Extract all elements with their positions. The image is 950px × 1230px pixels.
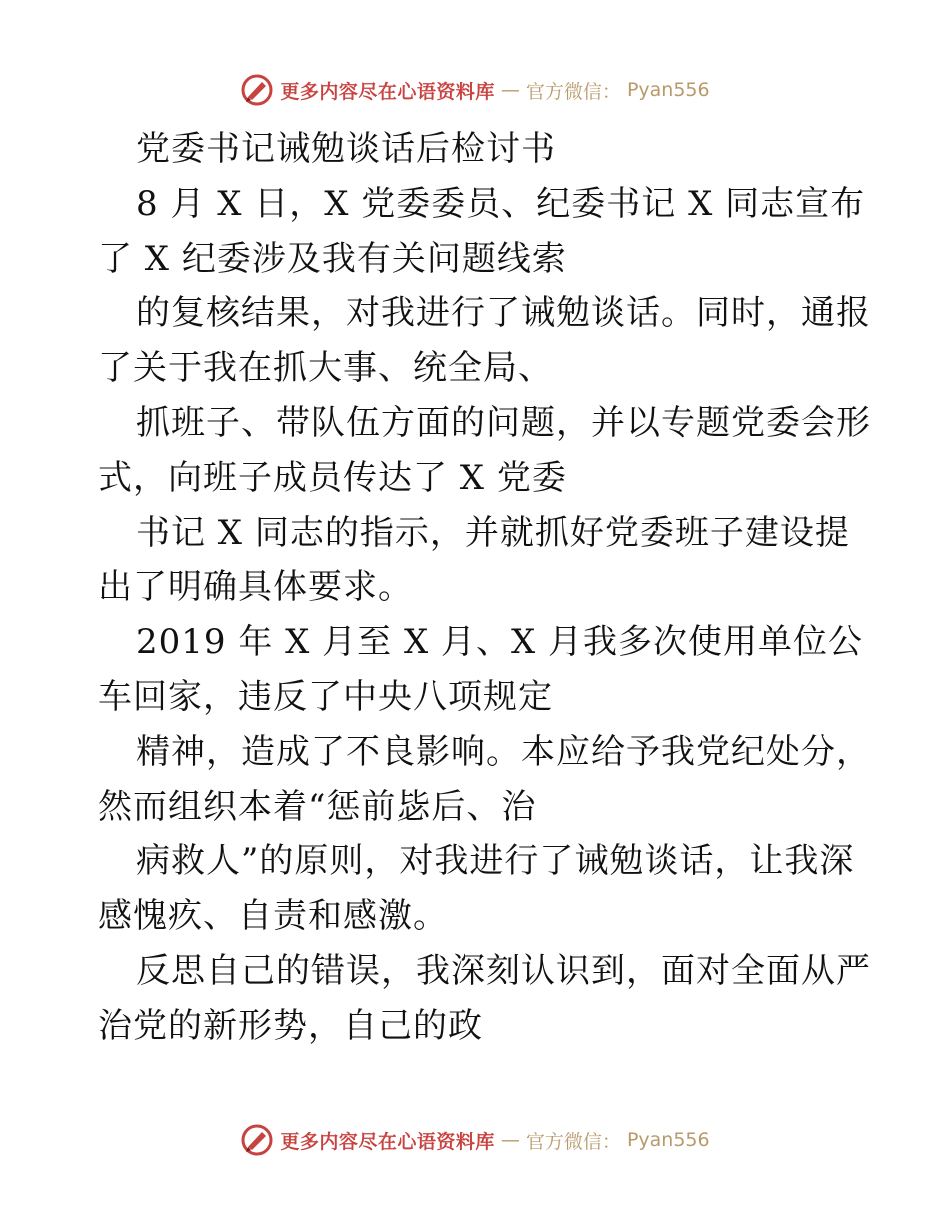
watermark-wechat-id: Pyan556	[626, 1129, 710, 1151]
text-line: 反思自己的错误，我深刻认识到，面对全面从严	[136, 950, 871, 991]
watermark-sub-text: 官方微信：	[525, 80, 621, 103]
text-line: 感愧疚、自责和感激。	[98, 896, 448, 937]
text-line: 8 月 X 日，X 党委委员、纪委书记 X 同志宣布	[136, 183, 866, 224]
watermark-footer	[0, 1120, 950, 1160]
watermark-main-text: 更多内容尽在心语资料库	[280, 1130, 495, 1153]
text-line: 精神，造成了不良影响。本应给予我党纪处分，	[136, 731, 871, 772]
text-line: 病救人”的原则，对我进行了诫勉谈话，让我深	[136, 841, 855, 882]
pen-logo-icon	[240, 1123, 274, 1157]
text-line: 了关于我在抓大事、统全局、	[98, 348, 553, 389]
watermark-main-text: 更多内容尽在心语资料库	[280, 80, 495, 103]
text-line: 2019 年 X 月至 X 月、X 月我多次使用单位公	[136, 622, 863, 663]
watermark-sub-text: 官方微信：	[525, 1130, 621, 1153]
text-line: 治党的新形势，自己的政	[98, 1005, 483, 1046]
watermark-wechat-id: Pyan556	[626, 79, 710, 101]
document-body	[98, 122, 871, 1054]
text-line: 的复核结果，对我进行了诫勉谈话。同时，通报	[136, 293, 871, 334]
watermark-separator: —	[500, 79, 520, 101]
watermark-header	[0, 70, 950, 110]
text-line: 车回家，违反了中央八项规定	[98, 676, 553, 717]
watermark-separator: —	[500, 1129, 520, 1151]
text-line: 然而组织本着“惩前毖后、治	[98, 786, 537, 827]
text-line: 抓班子、带队伍方面的问题，并以专题党委会形	[136, 402, 871, 443]
document-title: 党委书记诫勉谈话后检讨书	[136, 129, 556, 169]
text-line: 式，向班子成员传达了 X 党委	[98, 457, 567, 498]
pen-logo-icon	[240, 73, 274, 107]
text-line: 出了明确具体要求。	[98, 567, 413, 608]
text-line: 书记 X 同志的指示，并就抓好党委班子建设提	[136, 512, 850, 553]
text-line: 了 X 纪委涉及我有关问题线索	[98, 238, 567, 279]
